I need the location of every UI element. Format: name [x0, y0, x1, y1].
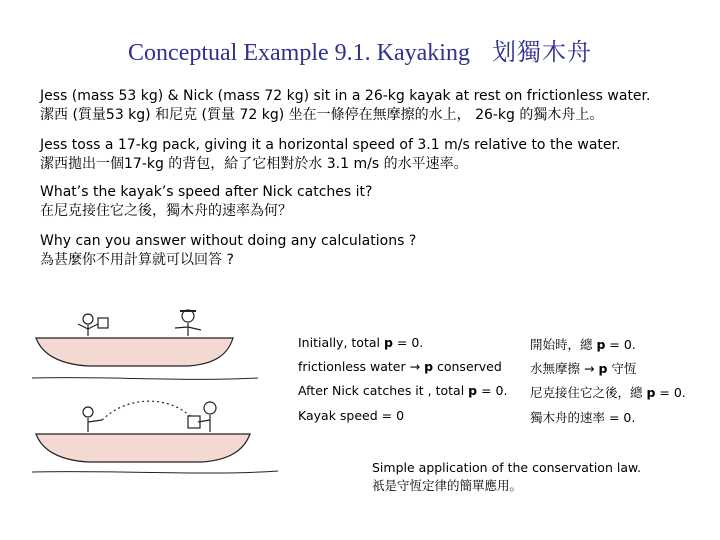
- question-1-english: What’s the kayak’s speed after Nick catches it?: [40, 184, 373, 200]
- question-1: [40, 183, 372, 221]
- question-2-english: Why can you answer without doing any calculations ?: [40, 233, 417, 249]
- problem-2-chinese: 潔西拋出一個17-kg 的背包，給了它相對於水 3.1 m/s 的水平速率。: [40, 156, 468, 172]
- arrow-icon: →: [409, 359, 421, 374]
- solution-initial-momentum-english: Initially, total p = 0.: [298, 335, 424, 350]
- title-chinese: 划獨木舟: [491, 40, 592, 66]
- conclusion-english: Simple application of the conservation law.: [372, 460, 642, 475]
- page-title: [0, 32, 720, 67]
- solution-kayak-speed-chinese: 獨木舟的速率 = 0.: [530, 410, 636, 425]
- question-2: [40, 232, 416, 270]
- problem-1-chinese: 潔西 (質量53 kg) 和尼克 (質量 72 kg) 坐在一條停在無摩擦的水上， 26-kg 的獨木舟上。: [40, 107, 604, 123]
- title-english: Conceptual Example 9.1. Kayaking: [128, 40, 470, 66]
- solution-conservation-chinese: 水無摩擦 → p 守恆: [530, 361, 637, 376]
- problem-2-english: Jess toss a 17-kg pack, giving it a horizontal speed of 3.1 m/s relative to the water.: [40, 137, 621, 153]
- kayak-illustrations: [28, 298, 288, 478]
- solution-after-catch-chinese: 尼克接住它之後，總 p = 0.: [530, 385, 686, 400]
- solution-kayak-speed-english: Kayak speed = 0: [298, 408, 405, 423]
- kayak-toss-illustration: [32, 401, 278, 473]
- conclusion-note: [372, 459, 641, 495]
- conclusion-chinese: 祇是守恆定律的簡單應用。: [372, 478, 523, 493]
- kayak-before-illustration: [32, 310, 258, 379]
- problem-statement-1: [40, 87, 650, 125]
- solution-initial-momentum-chinese: 開始時，總 p = 0.: [530, 337, 636, 352]
- solution-after-catch-english: After Nick catches it , total p = 0.: [298, 383, 508, 398]
- question-1-chinese: 在尼克接住它之後，獨木舟的速率為何？: [40, 203, 292, 219]
- solution-conservation-english: frictionless water → p conserved: [298, 359, 502, 374]
- problem-statement-2: [40, 136, 620, 174]
- problem-1-english: Jess (mass 53 kg) & Nick (mass 72 kg) sit in a 26-kg kayak at rest on frictionless water.: [40, 88, 651, 104]
- question-2-chinese: 為甚麼你不用計算就可以回答 ?: [40, 252, 234, 268]
- arrow-icon: →: [583, 361, 595, 376]
